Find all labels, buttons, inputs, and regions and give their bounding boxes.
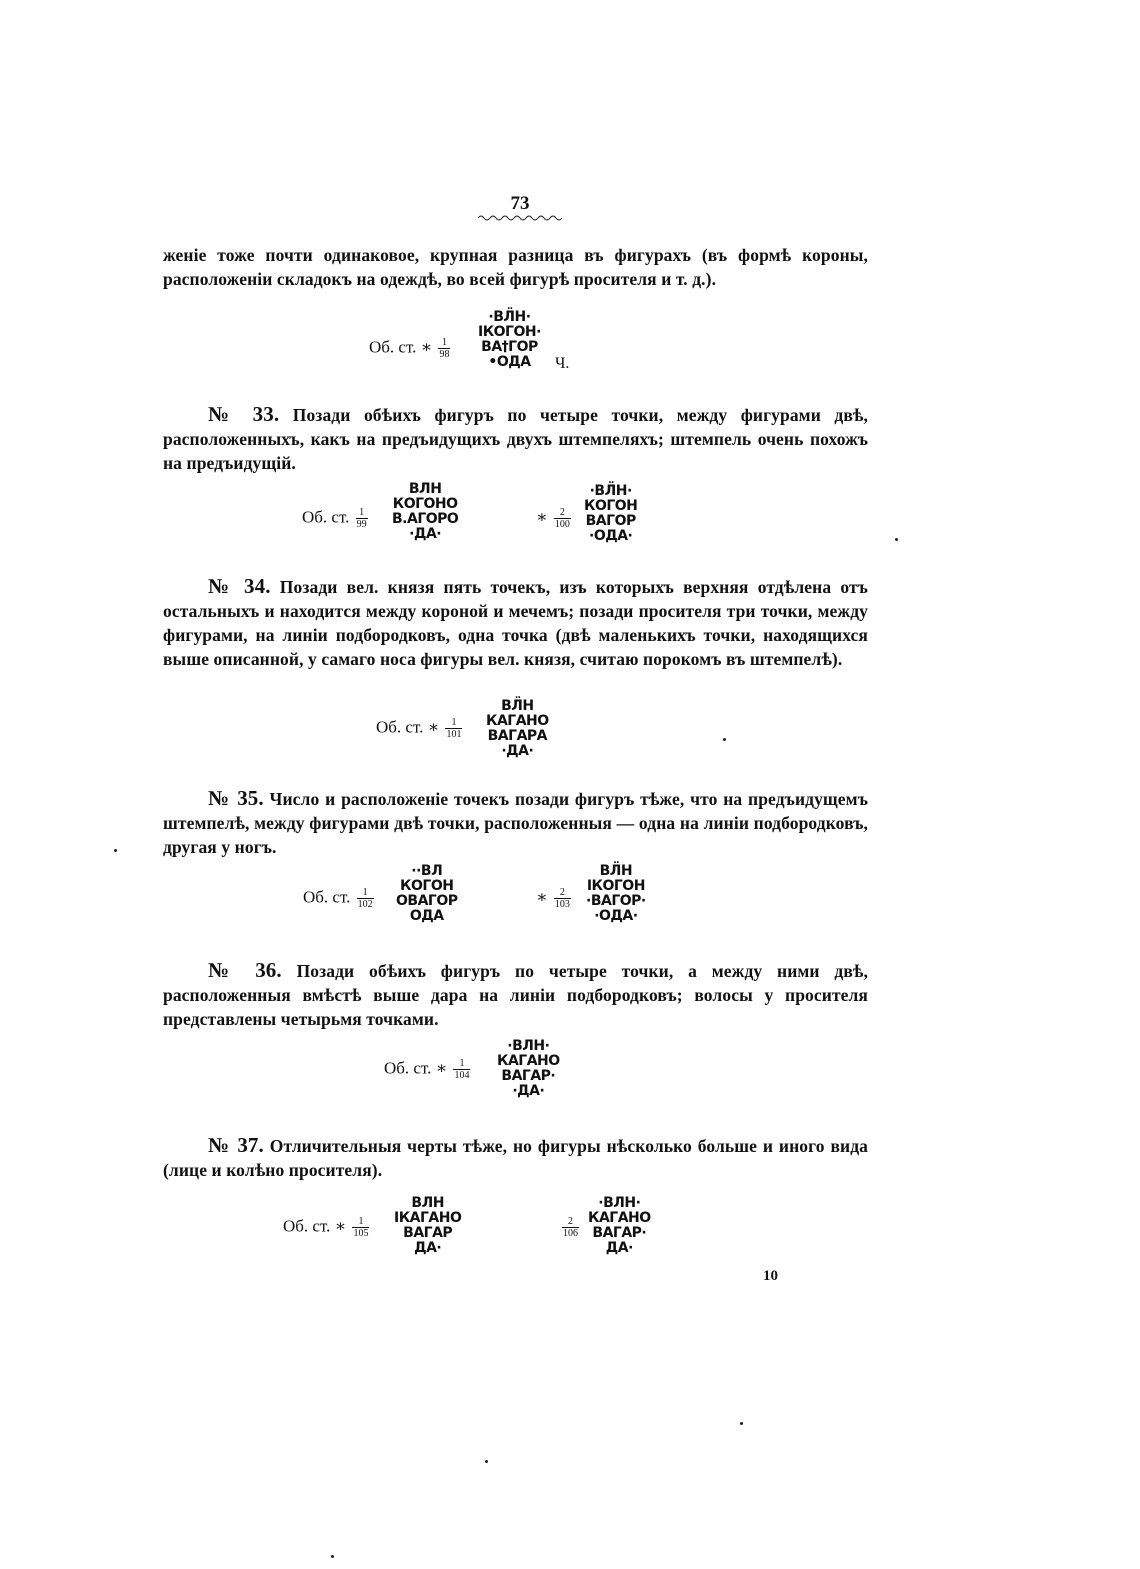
caption-100: ∗ $\frac{2}{100}$: [536, 507, 570, 530]
coin-inscription-104: ·ВЛН· КАГАНО ВАГАР· ·ДА·: [497, 1038, 560, 1099]
caption-104: Об. ст. ∗ $\frac{1}{104}$: [384, 1058, 470, 1081]
section-33: [163, 402, 868, 475]
page-number: 73: [510, 193, 530, 214]
scan-speck: [723, 738, 726, 741]
fraction-99: $\frac{1}{99}$: [356, 507, 367, 530]
fraction-103: $\frac{2}{103}$: [554, 887, 570, 910]
fraction-100: $\frac{2}{100}$: [554, 507, 570, 530]
section-text: Позади обѣихъ фигуръ по четыре точки, между фигурами двѣ, расположенныхъ, какъ на предъидущихъ двухъ штемпеляхъ; штемпель очень похожъ на предъидущій.: [163, 405, 868, 473]
caption-label: Об. ст.: [369, 337, 417, 357]
section-36: № 36. Позади обѣихъ фигуръ по четыре точки, а между ними двѣ, расположенныя вмѣстѣ выше дара на линіи подбородковъ; волосы у просителя представлены четырьмя точками.: [163, 958, 868, 1029]
fraction-101: $\frac{1}{101}$: [446, 717, 462, 740]
coin-inscription-100: ·ВЛ̈Н· КОГОН ВАГОР ·ОДА·: [584, 483, 638, 544]
fraction-106: $\frac{2}{106}$: [563, 1216, 578, 1239]
scan-speck: [331, 1555, 334, 1558]
scan-speck: [895, 538, 898, 541]
coin-inscription-102: ··ВЛ КОГОН ОВАГОР ОДА: [396, 863, 458, 924]
coin-inscription-99: ВЛН КОГОНО В.АГОРО ·ДА·: [392, 481, 459, 542]
coin-inscription-98: ·ВЛ̈Н· ІКОГОН· ВА†ГОР •ОДА: [478, 309, 541, 370]
fraction-98: $\frac{1}{98}$: [439, 337, 450, 360]
caption-102: Об. ст. $\frac{1}{102}$: [303, 887, 373, 910]
section-35: № 35. Число и расположеніе точекъ позади фигуръ тѣже, что на предъидущемъ штемпелѣ, между фигурами двѣ точки, расположенныя — одна на линіи подбородковъ, другая у ногъ.: [163, 786, 868, 857]
intro-paragraph: женіе тоже почти одинаковое, крупная разница въ фигурахъ (въ формѣ короны, расположеніи складокъ на одеждѣ, во всей фигурѣ просителя и т. д.).: [163, 245, 868, 289]
coin-inscription-106: ·ВЛН· КАГАНО ВАГАР· ДА·: [588, 1195, 651, 1256]
fraction-102: $\frac{1}{102}$: [357, 887, 373, 910]
fraction-105: $\frac{1}{105}$: [353, 1216, 369, 1239]
coin-inscription-101: ВЛ̈Н КАГАНО ВАГАРА ·ДА·: [486, 698, 549, 759]
caption-103: ∗ $\frac{2}{103}$: [536, 887, 570, 910]
scan-speck: [740, 1422, 743, 1425]
caption-106: [560, 1216, 581, 1239]
section-number: № 33.: [208, 402, 280, 426]
star-mark: ∗: [420, 337, 433, 357]
caption-99: Об. ст. $\frac{1}{99}$: [302, 507, 367, 530]
scan-speck: [114, 849, 117, 852]
sheet-number: 10: [763, 1268, 778, 1284]
coin-inscription-105: ВЛН ІКАГАНО ВАГАР ДА·: [394, 1195, 462, 1256]
caption-101: Об. ст. ∗ $\frac{1}{101}$: [376, 717, 462, 740]
section-34: № 34. Позади вел. князя пять точекъ, изъ которыхъ верхняя отдѣлена отъ остальныхъ и находится между короной и мечемъ; позади просителя три точки, между фигурами, на линіи подбородковъ, одна точка (двѣ маленькихъ точки, находящихся выше описанной, у самаго носа фигуры вел. князя, считаю порокомъ въ штемпелѣ).: [163, 574, 868, 669]
section-37: № 37. Отличительныя черты тѣже, но фигуры нѣсколько больше и иного вида (лице и колѣно просителя).: [163, 1133, 868, 1180]
coin-inscription-103: ВЛ̈Н ІКОГОН ·ВАГОР· ·ОДА·: [586, 863, 646, 924]
caption-105: Об. ст. ∗ $\frac{1}{105}$: [283, 1216, 369, 1239]
fraction-104: $\frac{1}{104}$: [454, 1058, 470, 1081]
wavy-rule: [478, 214, 562, 222]
mark-ch: Ч.: [555, 355, 570, 372]
scan-speck: [485, 1460, 488, 1463]
caption-98: [369, 337, 452, 360]
